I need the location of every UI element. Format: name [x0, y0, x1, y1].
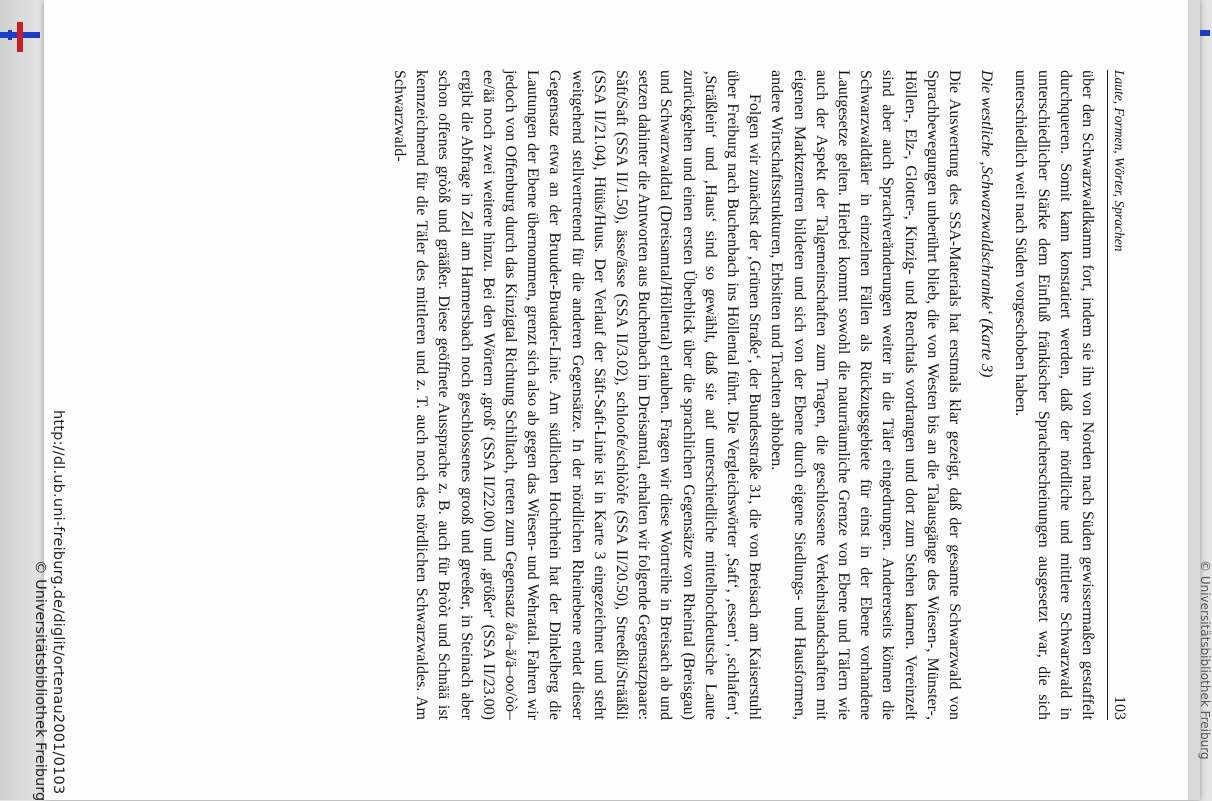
- footer-url[interactable]: http://dl.ub.uni-freiburg.de/diglit/ortenau2001/0103: [50, 410, 66, 795]
- section-heading: Die westliche ‚Schwarzwaldschranke‘ (Karte 3): [978, 70, 996, 378]
- paragraph-1: über den Schwarzwaldkamm fort, indem sie ihn von Norden nach Süden gewissermaßen gestaffelt durchqueren. Somit kann konstatiert werden, daß der nördliche und mittlere Schwarzwald in unterschiedlicher Stärke dem Einfluß fränkischer Spracherscheinungen ausgesetzt war, die sich unterschiedlich weit nach Süden vorgeschoben haben.: [1012, 70, 1096, 720]
- scan-registration-mark-icon: [0, 22, 40, 52]
- footer-copyright: © Universitätsbibliothek Freiburg: [32, 560, 48, 801]
- cut-off-copyright-text: © Universitätsbibliothek Freiburg: [1198, 560, 1212, 760]
- running-head-title: Laute, Formen, Wörter, Sprachen: [1112, 70, 1127, 252]
- body-text: [388, 70, 1098, 720]
- paragraph-3: Folgen wir zunächst der ‚Grünen Straße‘, der Bundesstraße 31, die von Breisach am Kaiserstuhl über Freiburg nach Buchenbach ins Höllental führt. Die Vergleichswörter ‚Saft‘, ‚essen‘, ‚schlafen‘, ‚Sträßlein‘ und ‚Haus‘ sind so gewählt, daß sie auf unterschiedliche mittelhochdeutsche Laute zurückgehen und einen ersten Überblick über die sprachlichen Gegensätze von Rheintal (Breisgau) und Schwarzwaldtal (Dreisamtal/Höllental) erlauben. Fragen wir diese Wortreihe in Breisach ab und setzen dahinter die Antworten aus Buchenbach im Dreisamtal, erhalten wir folgende Gegensatzpaare: Săft/Saft (SSA II/1.50), ässe/ässe (SSA II/3.02), schloofe/schlòòfe (SSA II/20.50), Streeßli/Strääßli (SSA II/21.04), Hüüs/Huus. Der Verlauf der Säft-Saft-Linie ist in Karte 3 eingezeichnet und steht weitgehend stellvertretend für die anderen Gegensätze. In der nördlichen Rheinebene endet dieser Gegensatz etwa an der Bruuder-Bruader-Linie. Am südlichen Hochrhein hat der Dinkelberg die Lautungen der Ebene übernommen, grenzt sich also ab gegen das Wiesen- und Wehratal. Fahren wir jedoch von Offenburg durch das Kinzigtal Richtung Schiltach, treten zum Gegensatz å/a–ä/ä–oo/òò–ee/ää noch zwei weitere hinzu. Bei den Wörtern ‚groß‘ (SSA II/22.00) und ‚größer‘ (SSA II/23.00) ergibt die Abfrage in Zell am Harmersbach noch geschlossenes grooß und greeßer, in Steinach aber schon offenes gròòß und grääßer. Diese geöffnete Aussprache z. B. auch für Bròòt und Schnää ist kennzeichnend für die Täler des mittleren und z. T. auch noch des nördlichen Schwarzwaldes. Am Schwarzwald-: [390, 70, 764, 720]
- rotated-page-content: [32, 0, 1212, 801]
- paragraph-2: Die Auswertung des SSA-Materials hat erstmals klar gezeigt, daß der gesamte Schwarzwald von Sprachbewegungen unberührt blieb, die von Westen bis an die Talausgänge des Wiesen-, Münster-, Höllen-, Elz-, Glotter-, Kinzig- und Renchtals vordrangen und dort zum Stehen kamen. Vereinzelt sind aber auch Sprachveränderungen weiter in die Täler eingedrungen. Andererseits können die Schwarzwaldtäler in einzelnen Fällen als Rückzugsgebiete für einst in der Ebene vorhandene Lautgesetze gelten. Hierbei kommt sowohl die naturräumliche Grenze von Ebene und Tälern wie auch der Aspekt der Talgemeinschaften zum Tragen, die geschlossene Verkehrslandschaften mit eigenen Marktzentren bildeten und sich von der Ebene durch eigene Siedlungs- und Hausformen, andere Wirtschaftsstrukturen, Erbsitten und Trachten abhoben.: [768, 70, 963, 720]
- scan-registration-mark-right-icon: [1198, 20, 1212, 50]
- page-number: 103: [1111, 696, 1128, 720]
- running-head: [1107, 70, 1130, 720]
